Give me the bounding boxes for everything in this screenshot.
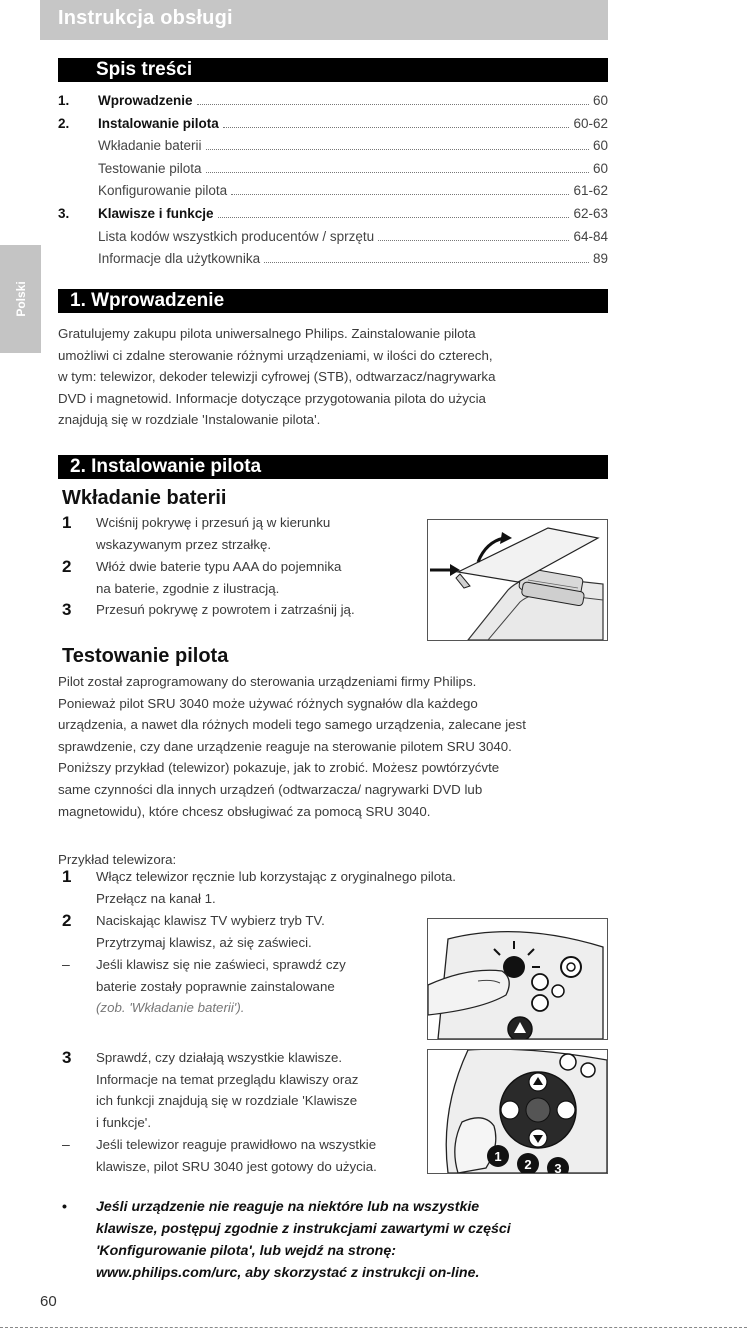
toc-item-page: 60: [592, 138, 608, 154]
toc-item-title: Konfigurowanie pilota: [98, 183, 228, 199]
test-step-2-note: [62, 954, 422, 1019]
step-number: 1: [62, 513, 72, 532]
toc-item-number: 3.: [58, 205, 70, 221]
keypad-illustration: [427, 1049, 608, 1174]
toc-item-page: 61-62: [573, 183, 608, 199]
toc-item[interactable]: [58, 138, 608, 161]
battery-step-2: [62, 556, 422, 599]
paragraph-line: Ponieważ pilot SRU 3040 może używać różnych sygnałów dla każdego: [58, 695, 478, 711]
toc-item-page: 60-62: [573, 115, 608, 131]
paragraph-line: sprawdzenie, czy dane urządzenie reaguje na sterowanie pilotem SRU 3040.: [58, 738, 512, 754]
toc-leader-dots: [206, 149, 589, 150]
step-number: 3: [62, 1048, 72, 1067]
note-line: Jeśli urządzenie nie reaguje na niektóre lub na wszystkie: [96, 1199, 480, 1215]
toc-item[interactable]: [58, 116, 608, 139]
step-number: 3: [62, 600, 72, 619]
note-line: baterie zostały poprawnie zainstalowane: [96, 978, 335, 994]
step-line: Przesuń pokrywę z powrotem i zatrzaśnij ją.: [96, 602, 355, 617]
section2-heading-bar: [58, 455, 608, 479]
note-dash: –: [62, 956, 70, 972]
battery-step-3: [62, 599, 422, 621]
toc-leader-dots: [264, 262, 589, 263]
toc-item-page: 60: [592, 93, 608, 108]
key-label: 2: [524, 1157, 532, 1172]
toc-item-title: Klawisze i funkcje: [98, 205, 214, 221]
step-number: 2: [62, 911, 72, 930]
toc-item-number: 2.: [58, 115, 70, 131]
testing-paragraph: [58, 671, 608, 822]
toc-item-number: 1.: [58, 93, 70, 108]
step-line: Sprawdź, czy działają wszystkie klawisze.: [96, 1050, 343, 1065]
step-number: 2: [62, 557, 72, 576]
toc-item-page: 64-84: [573, 228, 608, 244]
language-tab-label: Polski: [13, 281, 28, 317]
paragraph-line: umożliwi ci zdalne sterowanie różnymi urządzeniami, w ilości do czterech,: [58, 347, 493, 363]
paragraph-line: Gratulujemy zakupu pilota uniwersalnego Philips. Zainstalowanie pilota: [58, 326, 476, 341]
step-line: Informacje na temat przeglądu klawiszy oraz: [96, 1071, 359, 1087]
toc-item-title: Wkładanie baterii: [98, 138, 202, 154]
section1-paragraph: [58, 323, 608, 431]
toc-item-title: Lista kodów wszystkich producentów / sprzętu: [98, 228, 375, 244]
note-reference: (zob. 'Wkładanie baterii').: [96, 1000, 245, 1016]
paragraph-line: w tym: telewizor, dekoder telewizji cyfrowej (STB), odtwarzacz/nagrywarka: [58, 369, 496, 385]
note-line: klawisze, pilot SRU 3040 jest gotowy do użycia.: [96, 1158, 377, 1174]
toc-leader-dots: [223, 127, 570, 128]
toc-item-page: 89: [592, 251, 608, 267]
testing-heading: Testowanie pilota: [62, 645, 229, 667]
step-line: ich funkcji znajdują się w rozdziale 'Klawisze: [96, 1093, 358, 1109]
remote-tv-key-drawing: [428, 919, 607, 1039]
step-line: Przytrzymaj klawisz, aż się zaświeci.: [96, 934, 312, 950]
toc-heading: Spis treści: [96, 59, 193, 80]
test-step-2: [62, 910, 422, 953]
toc-item-title: Instalowanie pilota: [98, 115, 219, 131]
key-label: 1: [494, 1149, 502, 1164]
step-line: Włącz telewizor ręcznie lub korzystając z oryginalnego pilota.: [96, 869, 456, 884]
online-help-note: [62, 1196, 602, 1284]
toc-item[interactable]: [58, 206, 608, 229]
paragraph-line: Pilot został zaprogramowany do sterowania urządzeniami firmy Philips.: [58, 674, 477, 689]
note-line: Jeśli telewizor reaguje prawidłowo na wszystkie: [96, 1137, 377, 1152]
test-step-3: [62, 1047, 422, 1133]
toc-item-title: Informacje dla użytkownika: [98, 251, 261, 267]
note-line: 'Konfigurowanie pilota', lub wejdź na stronę:: [96, 1243, 396, 1259]
step-line: Naciskając klawisz TV wybierz tryb TV.: [96, 913, 325, 928]
test-step-1: [62, 866, 602, 909]
toc-leader-dots: [231, 194, 569, 195]
key-label: 3: [554, 1161, 562, 1173]
step-number: 1: [62, 867, 72, 886]
toc-item[interactable]: [58, 251, 608, 274]
toc-item-title: Testowanie pilota: [98, 160, 202, 176]
step-line: i funkcje'.: [96, 1114, 152, 1130]
toc-heading-bar: [58, 58, 608, 82]
paragraph-line: DVD i magnetowid. Informacje dotyczące przygotowania pilota do użycia: [58, 390, 486, 406]
note-line: www.philips.com/urc, aby skorzystać z instrukcji on-line.: [96, 1265, 480, 1281]
remote-keypad-drawing: [428, 1050, 607, 1173]
test-step-3-note: [62, 1134, 422, 1177]
note-dash: –: [62, 1136, 70, 1152]
note-line: klawisze, postępuj zgodnie z instrukcjami zawartymi w części: [96, 1221, 511, 1237]
bottom-divider: [0, 1327, 747, 1328]
section2-heading: 2. Instalowanie pilota: [70, 456, 262, 477]
toc-item[interactable]: [58, 93, 608, 116]
page-number: 60: [40, 1293, 57, 1310]
table-of-contents: [58, 93, 608, 274]
step-line: Włóż dwie baterie typu AAA do pojemnika: [96, 559, 342, 574]
page-title: Instrukcja obsługi: [58, 7, 233, 29]
batteries-heading: Wkładanie baterii: [62, 487, 227, 509]
toc-leader-dots: [206, 172, 589, 173]
paragraph-line: magnetowidu), które chcesz obsługiwać za pomocą SRU 3040.: [58, 803, 431, 819]
battery-illustration: [427, 519, 608, 641]
toc-leader-dots: [378, 240, 569, 241]
step-line: Przełącz na kanał 1.: [96, 890, 216, 906]
toc-item[interactable]: [58, 229, 608, 252]
step-line: wskazywanym przez strzałkę.: [96, 536, 272, 552]
toc-leader-dots: [218, 217, 570, 218]
section1-heading-bar: [58, 289, 608, 313]
battery-step-1: [62, 512, 422, 555]
tv-key-illustration: [427, 918, 608, 1040]
step-line: na baterie, zgodnie z ilustracją.: [96, 580, 280, 596]
step-line: Wciśnij pokrywę i przesuń ją w kierunku: [96, 515, 331, 530]
paragraph-line: urządzenia, a nawet dla różnych modeli tego samego urządzenia, zalecane jest: [58, 717, 526, 733]
toc-item-title: Wprowadzenie: [98, 93, 193, 108]
paragraph-line: same czynności dla innych urządzeń (odtwarzacza/ nagrywarki DVD lub: [58, 781, 483, 797]
section1-heading: 1. Wprowadzenie: [70, 290, 225, 311]
paragraph-line: Poniższy przykład (telewizor) pokazuje, jak to zrobić. Możesz powtórzyćvte: [58, 760, 500, 776]
toc-leader-dots: [197, 104, 589, 105]
toc-item-page: 60: [592, 160, 608, 176]
remote-battery-drawing: [428, 520, 607, 640]
language-tab: [0, 245, 41, 353]
example-label: Przykład telewizora:: [58, 852, 177, 867]
paragraph-line: znajdują się w rozdziale 'Instalowanie pilota'.: [58, 412, 321, 428]
toc-item[interactable]: [58, 161, 608, 184]
note-line: Jeśli klawisz się nie zaświeci, sprawdź czy: [96, 957, 346, 972]
toc-item-page: 62-63: [573, 205, 608, 221]
toc-item[interactable]: [58, 183, 608, 206]
bullet-icon: •: [62, 1199, 67, 1215]
